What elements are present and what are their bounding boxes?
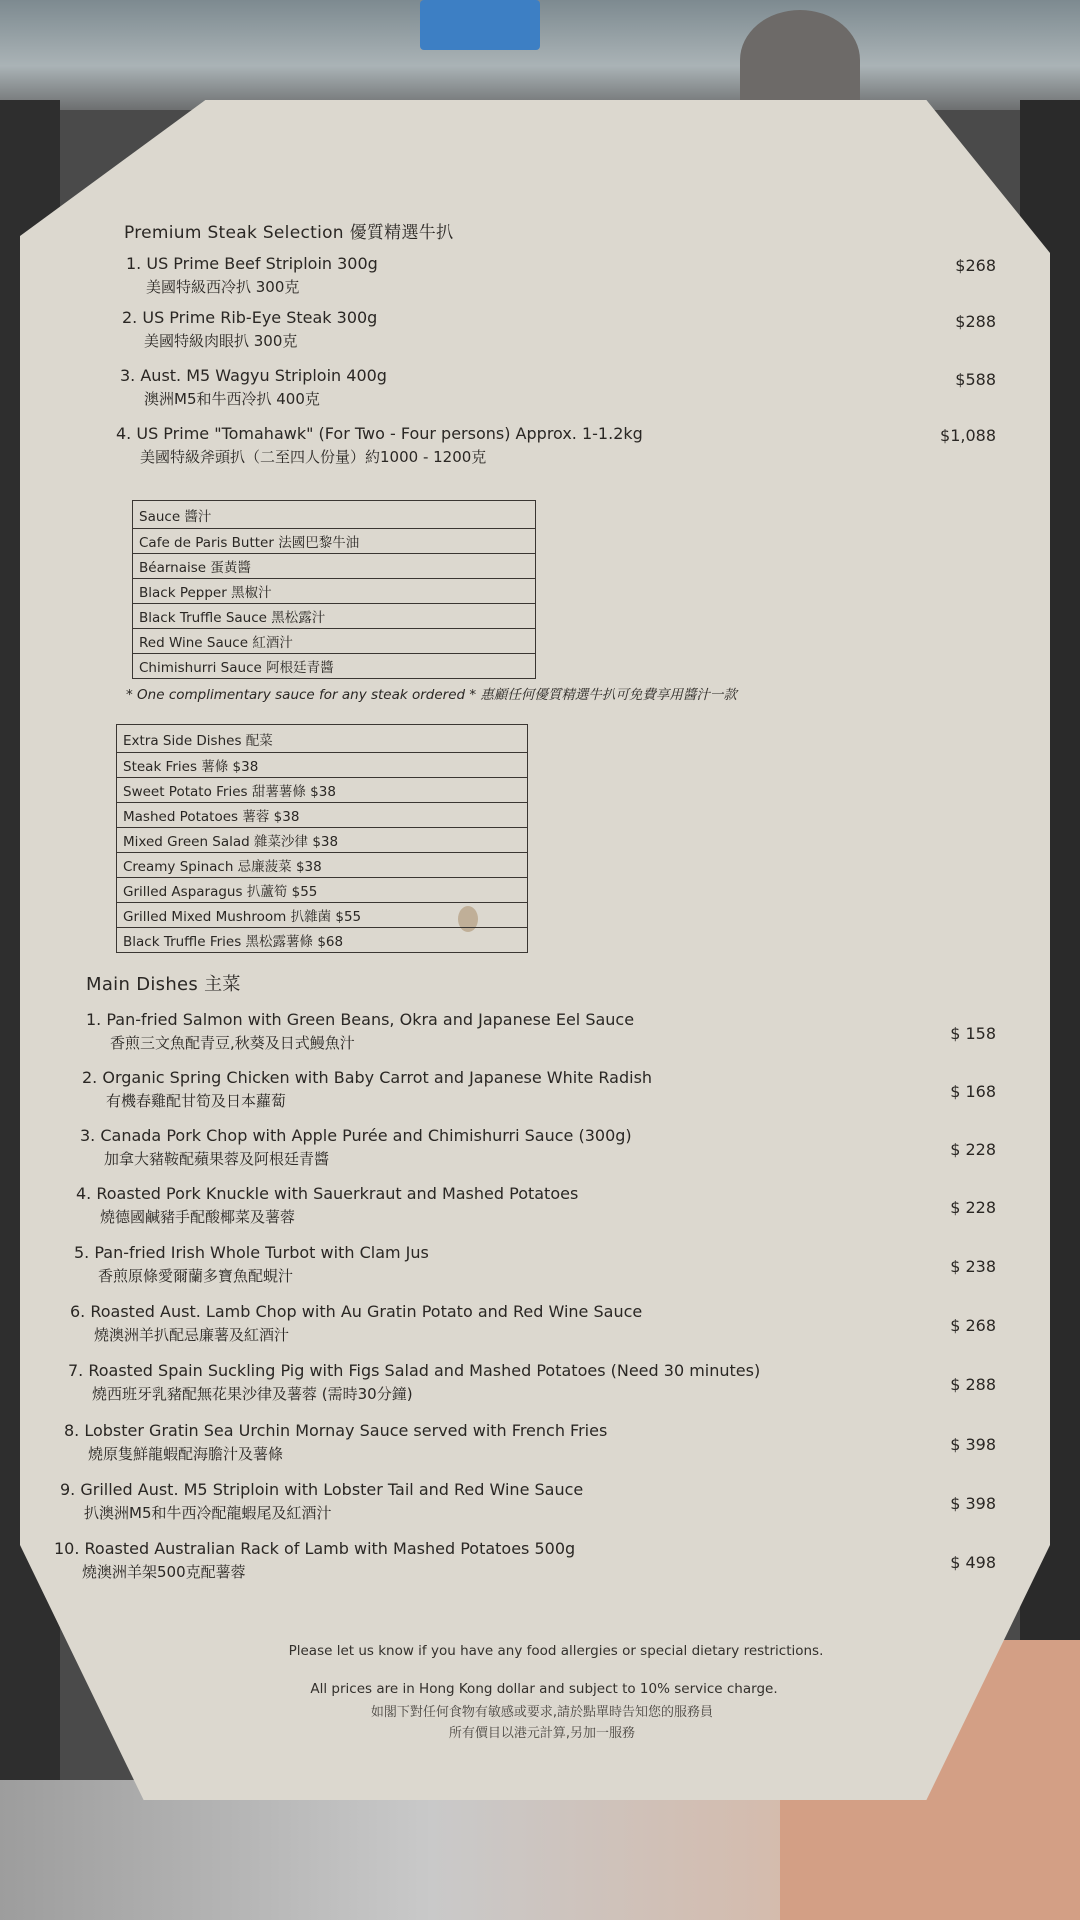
- item-name: 6. Roasted Aust. Lamb Chop with Au Gratin Potato and Red Wine Sauce: [70, 1302, 643, 1321]
- steak-section-title: Premium Steak Selection 優質精選牛扒: [124, 223, 454, 243]
- footer-price-note: All prices are in Hong Kong dollar and subject to 10% service charge.: [310, 1681, 778, 1697]
- main-item: [60, 1480, 583, 1523]
- item-price: $ 498: [950, 1553, 996, 1572]
- item-name-zh: 加拿大豬鞍配蘋果蓉及阿根廷青醬: [104, 1150, 330, 1168]
- item-name-zh: 澳洲M5和牛西冷扒 400克: [144, 390, 320, 408]
- main-item: [74, 1243, 429, 1286]
- main-item: [80, 1126, 632, 1169]
- table-row: [117, 828, 528, 853]
- item-price: $ 158: [950, 1024, 996, 1043]
- table-row: [133, 629, 536, 654]
- item-price: $ 168: [950, 1082, 996, 1101]
- sauce-item: Béarnaise 蛋黃醬: [133, 554, 536, 579]
- steak-item: [116, 424, 643, 467]
- item-price: $ 398: [950, 1435, 996, 1454]
- table-row: [117, 778, 528, 803]
- mains-section-title: Main Dishes 主菜: [86, 974, 241, 995]
- item-name: 1. Pan-fried Salmon with Green Beans, Okra and Japanese Eel Sauce: [86, 1010, 635, 1029]
- footer-allergy-note: Please let us know if you have any food allergies or special dietary restrictions.: [288, 1643, 824, 1659]
- item-price: $ 228: [950, 1198, 996, 1217]
- table-row: [117, 878, 528, 903]
- item-name-zh: 燒德國鹹豬手配酸椰菜及薯蓉: [100, 1208, 296, 1226]
- side-item: Mixed Green Salad 雜菜沙律 $38: [117, 828, 528, 853]
- steak-item: [122, 308, 377, 351]
- item-name: 8. Lobster Gratin Sea Urchin Mornay Sauce served with French Fries: [64, 1421, 608, 1440]
- footer-price-note-zh: 所有價目以港元計算,另加一服務: [448, 1726, 636, 1741]
- main-item: [68, 1361, 760, 1404]
- side-item: Mashed Potatoes 薯蓉 $38: [117, 803, 528, 828]
- item-name: 2. Organic Spring Chicken with Baby Carrot and Japanese White Radish: [82, 1068, 653, 1087]
- item-name: 5. Pan-fried Irish Whole Turbot with Clam Jus: [74, 1243, 429, 1262]
- sauce-item: Cafe de Paris Butter 法國巴黎牛油: [133, 529, 536, 554]
- main-item: [54, 1539, 575, 1582]
- side-item: Grilled Asparagus 扒蘆筍 $55: [117, 878, 528, 903]
- item-name-zh: 香煎三文魚配青豆,秋葵及日式鰻魚汁: [110, 1034, 355, 1052]
- table-row: [117, 753, 528, 778]
- side-item: Black Truffle Fries 黑松露薯條 $68: [117, 928, 528, 953]
- item-name-zh: 燒澳洲羊架500克配薯蓉: [82, 1563, 246, 1581]
- main-item: [86, 1010, 634, 1053]
- table-header-row: [133, 501, 536, 529]
- item-price: $268: [955, 256, 996, 275]
- item-name-zh: 美國特級斧頭扒（二至四人份量）約1000 - 1200克: [140, 448, 487, 466]
- main-item: [76, 1184, 578, 1227]
- item-name-zh: 扒澳洲M5和牛西冷配龍蝦尾及紅酒汁: [84, 1504, 332, 1522]
- sauce-header: Sauce 醬汁: [133, 501, 536, 529]
- sides-table: [116, 724, 528, 953]
- sauce-note: * One complimentary sauce for any steak ordered * 惠顧任何優質精選牛扒可免費享用醬汁一款: [126, 687, 737, 703]
- item-name-zh: 燒原隻鮮龍蝦配海膽汁及薯條: [88, 1445, 284, 1463]
- steak-item: [126, 254, 378, 297]
- item-name: 9. Grilled Aust. M5 Striploin with Lobster Tail and Red Wine Sauce: [60, 1480, 584, 1499]
- item-name-zh: 美國特級西冷扒 300克: [146, 278, 300, 296]
- table-row: [133, 529, 536, 554]
- sauce-item: Chimishurri Sauce 阿根廷青醬: [133, 654, 536, 679]
- sides-header: Extra Side Dishes 配菜: [117, 725, 528, 753]
- footer-allergy-note-zh: 如閣下對任何食物有敏感或要求,請於點單時告知您的服務員: [370, 1705, 714, 1720]
- item-name: 2. US Prime Rib-Eye Steak 300g: [122, 308, 378, 327]
- item-price: $ 398: [950, 1494, 996, 1513]
- item-name-zh: 有機春雞配甘筍及日本蘿蔔: [106, 1092, 287, 1110]
- item-name-zh: 香煎原條愛爾蘭多寶魚配蜆汁: [98, 1267, 294, 1285]
- item-price: $1,088: [940, 426, 996, 445]
- table-row: [117, 803, 528, 828]
- side-item: Steak Fries 薯條 $38: [117, 753, 528, 778]
- item-price: $ 288: [950, 1375, 996, 1394]
- table-row: [133, 579, 536, 604]
- sauce-table: [132, 500, 536, 679]
- item-name: 4. Roasted Pork Knuckle with Sauerkraut and Mashed Potatoes: [76, 1184, 579, 1203]
- table-row: [133, 604, 536, 629]
- side-item: Creamy Spinach 忌廉菠菜 $38: [117, 853, 528, 878]
- table-row: [117, 903, 528, 928]
- steak-item: [120, 366, 387, 409]
- item-price: $288: [955, 312, 996, 331]
- item-name: 3. Canada Pork Chop with Apple Purée and Chimishurri Sauce (300g): [80, 1126, 632, 1145]
- item-name-zh: 燒西班牙乳豬配無花果沙律及薯蓉 (需時30分鐘): [92, 1385, 413, 1403]
- item-price: $ 268: [950, 1316, 996, 1335]
- item-price: $ 238: [950, 1257, 996, 1276]
- item-price: $588: [955, 370, 996, 389]
- table-row: [117, 928, 528, 953]
- side-item: Sweet Potato Fries 甜薯薯條 $38: [117, 778, 528, 803]
- main-item: [82, 1068, 652, 1111]
- item-name: 7. Roasted Spain Suckling Pig with Figs Salad and Mashed Potatoes (Need 30 minutes): [68, 1361, 761, 1380]
- main-item: [64, 1421, 607, 1464]
- item-name: 10. Roasted Australian Rack of Lamb with Mashed Potatoes 500g: [54, 1539, 576, 1558]
- table-row: [117, 853, 528, 878]
- table-row: [133, 554, 536, 579]
- item-name-zh: 美國特級肉眼扒 300克: [144, 332, 298, 350]
- sauce-item: Black Truffle Sauce 黑松露汁: [133, 604, 536, 629]
- item-price: $ 228: [950, 1140, 996, 1159]
- item-name: 1. US Prime Beef Striploin 300g: [126, 254, 378, 273]
- main-item: [70, 1302, 642, 1345]
- item-name: 4. US Prime "Tomahawk" (For Two - Four persons) Approx. 1-1.2kg: [116, 424, 643, 443]
- item-name: 3. Aust. M5 Wagyu Striploin 400g: [120, 366, 387, 385]
- sauce-item: Black Pepper 黑椒汁: [133, 579, 536, 604]
- table-header-row: [117, 725, 528, 753]
- sauce-item: Red Wine Sauce 紅酒汁: [133, 629, 536, 654]
- side-item: Grilled Mixed Mushroom 扒雜菌 $55: [117, 903, 528, 928]
- table-row: [133, 654, 536, 679]
- item-name-zh: 燒澳洲羊扒配忌廉薯及紅酒汁: [94, 1326, 290, 1344]
